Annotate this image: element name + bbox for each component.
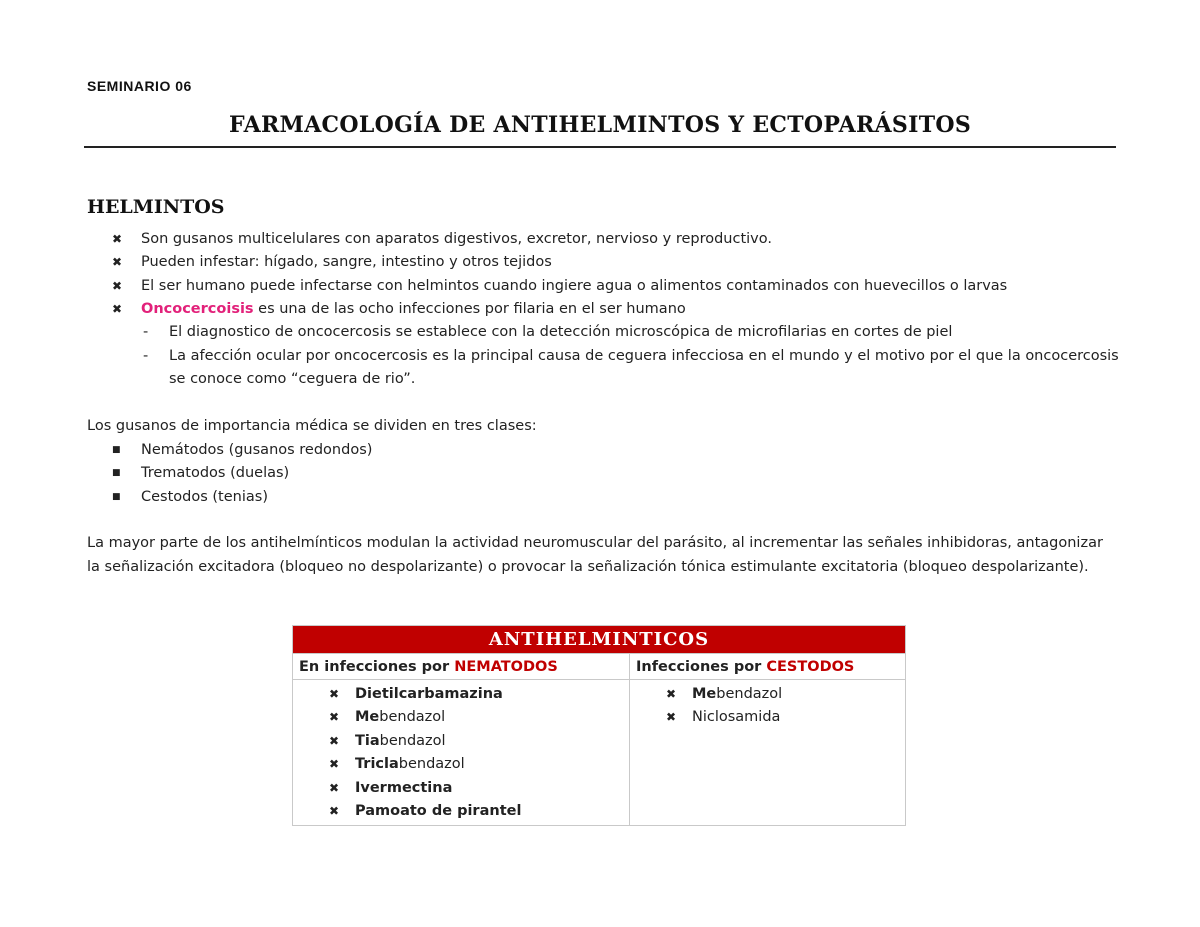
drug-item [293, 682, 629, 706]
x-bullet-icon: ✖ [329, 780, 340, 795]
column-header-prefix: Infecciones por [636, 658, 767, 675]
list-item-text: Pueden infestar: hígado, sangre, intestino y otros tejidos [141, 254, 552, 271]
drug-item [630, 682, 905, 706]
classes-list [112, 438, 372, 509]
sub-list-item-text: La afección ocular por oncocercosis es la principal causa de ceguera infecciosa en el mundo y el motivo por el que la oncocercosis se conoce como “ceguera de rio”. [169, 347, 1119, 387]
sub-list-item-text: El diagnostico de oncocercosis se establece con la detección microscópica de microfilarias en cortes de piel [169, 324, 953, 340]
helmintos-bullet-list [112, 227, 1122, 392]
sub-list-item [143, 321, 1122, 345]
list-item-text: Trematodos (duelas) [141, 465, 290, 482]
drug-name-rest: bendazol [379, 732, 446, 749]
x-bullet-icon: ✖ [666, 686, 677, 701]
list-item [112, 485, 372, 509]
list-item [112, 227, 1122, 251]
seminar-label: SEMINARIO 06 [87, 78, 192, 94]
drug-name-bold: Me [355, 709, 380, 726]
drug-name-bold: Pamoato de pirantel [355, 803, 522, 820]
list-item-text: Son gusanos multicelulares con aparatos digestivos, excretor, nervioso y reproductivo. [141, 230, 772, 247]
list-item [112, 438, 372, 462]
x-bullet-icon: ✖ [666, 710, 677, 725]
list-item-text [141, 297, 686, 321]
square-bullet-icon: ■ [112, 491, 121, 502]
mechanism-paragraph: La mayor parte de los antihelmínticos modulan la actividad neuromuscular del parásito, al incrementar las señales inhibidoras, antagonizar la señalización excitadora (bloqueo no despolarizante) o provocar la señalización tónica estimulante excitatoria (bloqueo despolarizante). [87, 535, 1103, 575]
square-bullet-icon: ■ [112, 444, 121, 455]
dash-bullet-icon: - [143, 324, 149, 340]
list-item [112, 462, 372, 486]
x-bullet-icon: ✖ [329, 757, 340, 772]
x-bullet-icon: ✖ [112, 231, 123, 246]
dash-bullet-icon: - [143, 347, 149, 364]
drug-name-rest: bendazol [716, 685, 783, 702]
drug-name-rest: Niclosamida [692, 709, 781, 726]
list-item [112, 251, 1122, 275]
oncocercosis-sub-list [143, 321, 1122, 392]
oncocercosis-term: Oncocercoisis [141, 301, 254, 318]
nematodos-drug-list [293, 680, 630, 826]
cestodos-drug-list [630, 680, 906, 826]
x-bullet-icon: ✖ [329, 804, 340, 819]
column-header-highlight: CESTODOS [766, 658, 855, 675]
drug-item [293, 800, 629, 824]
drug-name-bold: Ivermectina [355, 779, 453, 796]
column-header-cestodos [630, 654, 906, 680]
column-header-prefix: En infecciones por [299, 658, 455, 675]
antihelminticos-table [292, 625, 906, 826]
drug-item [293, 729, 629, 753]
drug-name-bold: Tricla [355, 756, 399, 773]
table-title: ANTIHELMINTICOS [293, 626, 906, 654]
list-item-text: Cestodos (tenias) [141, 488, 268, 505]
drug-item [293, 706, 629, 730]
drug-name-bold: Dietilcarbamazina [355, 685, 503, 702]
drug-name-bold: Me [692, 685, 717, 702]
square-bullet-icon: ■ [112, 468, 121, 479]
drug-item [293, 753, 629, 777]
x-bullet-icon: ✖ [112, 278, 123, 293]
document-title: FARMACOLOGÍA DE ANTIHELMINTOS Y ECTOPARÁSITOS [228, 112, 972, 138]
sub-list-item [143, 345, 1122, 392]
column-header-highlight: NEMATODOS [454, 658, 558, 675]
drug-name-rest: bendazol [379, 709, 446, 726]
drug-item [293, 776, 629, 800]
x-bullet-icon: ✖ [329, 710, 340, 725]
drug-item [630, 706, 905, 730]
drug-name-bold: Tia [355, 732, 380, 749]
list-item-text: El ser humano puede infectarse con helmintos cuando ingiere agua o alimentos contaminados con huevecillos o larvas [141, 277, 1008, 294]
x-bullet-icon: ✖ [112, 255, 123, 270]
oncocercosis-description: es una de las ocho infecciones por filaria en el ser humano [253, 301, 686, 318]
drug-name-rest: bendazol [398, 756, 465, 773]
list-item [112, 298, 1122, 322]
section-heading-helmintos: HELMINTOS [87, 196, 225, 218]
x-bullet-icon: ✖ [329, 686, 340, 701]
x-bullet-icon: ✖ [329, 733, 340, 748]
title-divider [84, 146, 1116, 148]
column-header-nematodos [293, 654, 630, 680]
list-item-text: Nemátodos (gusanos redondos) [141, 441, 373, 458]
classes-intro: Los gusanos de importancia médica se dividen en tres clases: [87, 418, 537, 434]
list-item [112, 274, 1122, 298]
x-bullet-icon: ✖ [112, 302, 123, 317]
